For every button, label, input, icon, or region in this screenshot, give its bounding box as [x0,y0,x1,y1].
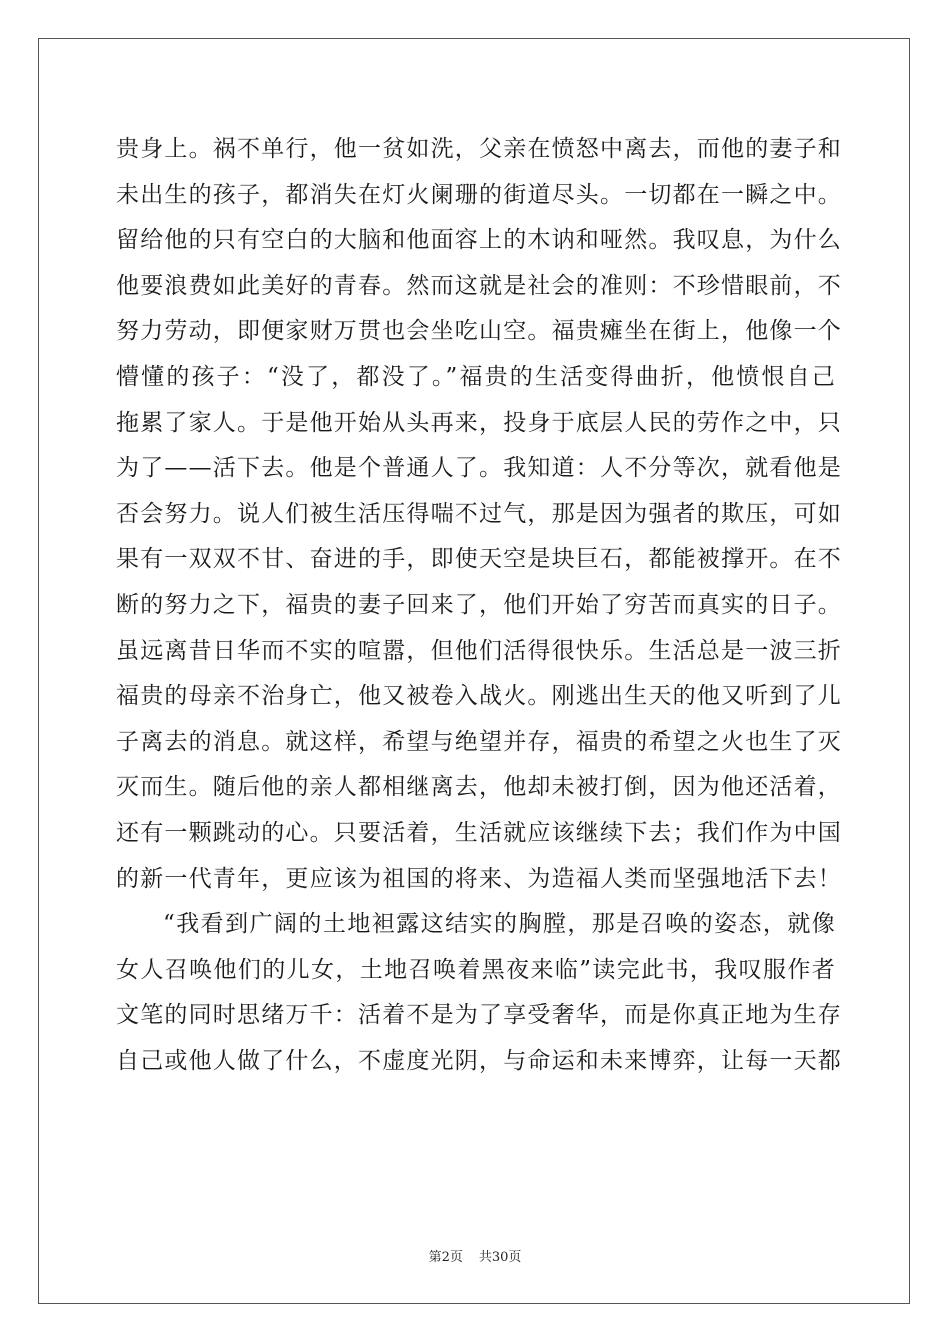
text-line: 留给他的只有空白的大脑和他面容上的木讷和哑然。我叹息，为什么 [116,227,842,254]
text-line: 自己或他人做了什么，不虚度光阴，与命运和未来博弈，让每一天都 [116,1047,842,1074]
page-number: 第2页 [428,1250,463,1265]
text-line: 懵懂的孩子：“没了，都没了。”福贵的生活变得曲折，他愤恨自己 [116,363,836,390]
page-footer [0,1246,950,1265]
text-line: 断的努力之下，福贵的妻子回来了，他们开始了穷苦而真实的日子。 [116,591,842,618]
text-line: 子离去的消息。就这样，希望与绝望并存，福贵的希望之火也生了灭 [116,728,842,755]
text-line: 的新一代青年，更应该为祖国的将来、为造福人类而坚强地活下去！ [116,865,842,892]
text-line: 女人召唤他们的儿女，土地召唤着黑夜来临”读完此书，我叹服作者 [116,956,836,983]
text-line: 努力劳动，即便家财万贯也会坐吃山空。福贵瘫坐在街上，他像一个 [116,318,842,345]
text-line: 还有一颗跳动的心。只要活着，生活就应该继续下去；我们作为中国 [116,819,842,846]
text-line: 灭而生。随后他的亲人都相继离去，他却未被打倒，因为他还活着， [116,774,842,801]
text-line: 未出生的孩子，都消失在灯火阑珊的街道尽头。一切都在一瞬之中。 [116,181,842,208]
text-line: 拖累了家人。于是他开始从头再来，投身于底层人民的劳作之中，只 [116,409,842,436]
text-line: 他要浪费如此美好的青春。然而这就是社会的准则：不珍惜眼前，不 [116,272,842,299]
text-line: 文笔的同时思绪万千：活着不是为了享受奢华，而是你真正地为生存 [116,1002,842,1029]
text-line: 福贵的母亲不治身亡，他又被卷入战火。刚逃出生天的他又听到了儿 [116,683,842,710]
text-line: 果有一双双不甘、奋进的手，即使天空是块巨石，都能被撑开。在不 [116,546,842,573]
text-line: 虽远离昔日华而不实的喧嚣，但他们活得很快乐。生活总是一波三折 [116,637,842,664]
page-total: 共30页 [478,1250,522,1265]
text-line: 否会努力。说人们被生活压得喘不过气，那是因为强者的欺压，可如 [116,500,842,527]
text-line: 为了——活下去。他是个普通人了。我知道：人不分等次，就看他是 [116,455,842,482]
document-body [116,127,842,1084]
text-line: 贵身上。祸不单行，他一贫如洗，父亲在愤怒中离去，而他的妻子和 [116,136,842,162]
paragraph-first-line: “我看到广阔的土地袒露这结实的胸膛，那是召唤的姿态，就像 [163,911,836,938]
